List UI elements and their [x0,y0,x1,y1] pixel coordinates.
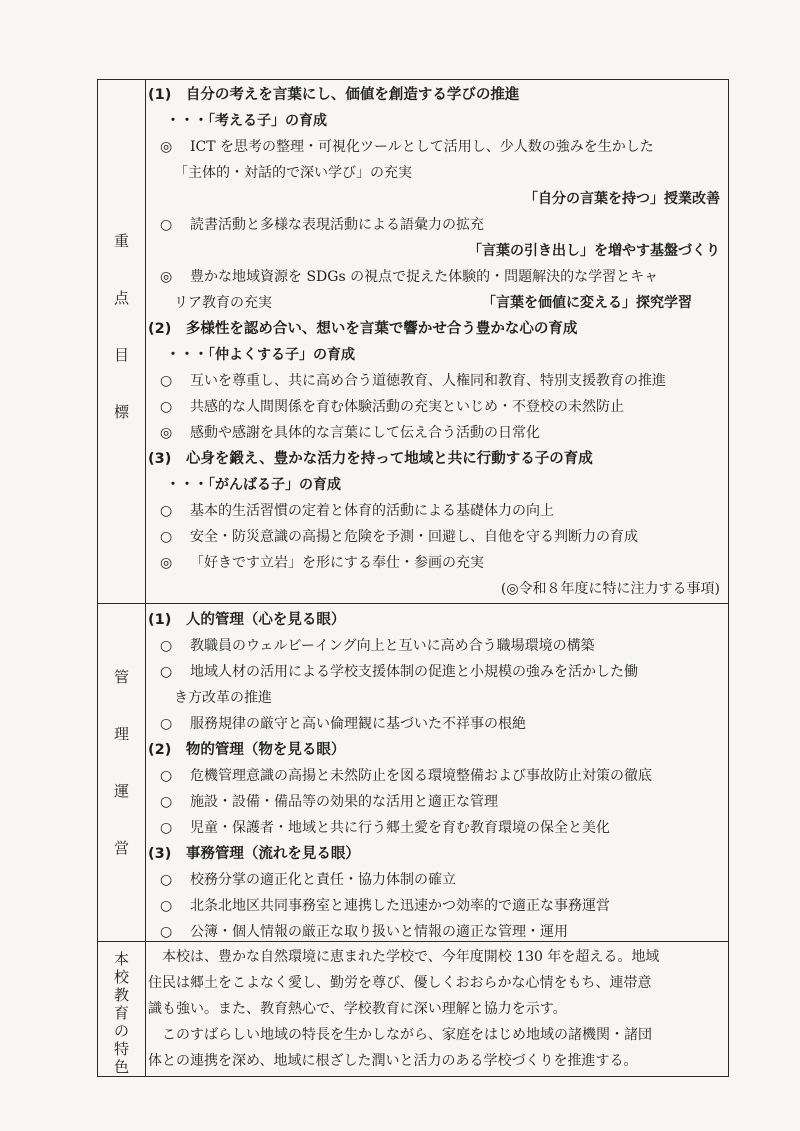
item-text: 校務分掌の適正化と責任・協力体制の確立 [190,872,456,888]
mgmt-item [148,659,722,685]
mgmt-item [148,633,722,659]
circle-icon: ○ [160,872,173,888]
label-char: 本 [113,950,129,968]
item-text: 感動や感謝を具体的な言葉にして伝え合う活動の日常化 [190,425,540,441]
mgmt-heading-2: (2) 物的管理（物を見る眼） [148,742,346,758]
item-text: 教職員のウェルビーイング向上と互いに高め合う職場環境の構築 [190,638,595,654]
item-tag: 「言葉を価値に変える」探究学習 [482,295,692,311]
label-char: 教 [113,986,129,1004]
goal-item [148,264,722,290]
item-text: 共感的な人間関係を育む体験活動の充実といじめ・不登校の未然防止 [190,399,624,415]
goal-sub-1: ・・・「考える子」の育成 [166,113,327,129]
label-char: 営 [113,839,129,857]
row-label-management [98,666,145,858]
label-char: 色 [113,1058,129,1076]
goal-item [148,368,722,394]
item-text: 公簿・個人情報の厳正な取り扱いと情報の適正な管理・運用 [190,924,568,940]
label-char: 重 [113,232,129,250]
item-tag: 「自分の言葉を持つ」授業改善 [524,191,720,207]
row-label-features [98,950,145,1076]
goal-item [148,550,722,576]
mgmt-item [148,919,722,945]
double-circle-icon: ◎ [160,139,173,155]
circle-icon: ○ [160,768,173,784]
management-content [148,607,722,945]
mgmt-heading-3: (3) 事務管理（流れを見る眼） [148,846,360,862]
circle-icon: ○ [160,794,173,810]
circle-icon: ○ [160,820,173,836]
item-text: 基本的生活習慣の定着と体育的活動による基礎体力の向上 [190,503,554,519]
mgmt-item [148,763,722,789]
label-char: 運 [113,782,129,800]
row-divider [98,603,728,604]
paragraph-line: 識も強い。また、教育熱心で、学校教育に深い理解と協力を示す。 [148,1001,567,1017]
paragraph-line: このすばらしい地域の特長を生かしながら、家庭をはじめ地域の諸機関・諸団 [162,1027,652,1043]
mgmt-item [148,711,722,737]
goal-item [148,212,722,238]
item-continuation: 「主体的・対話的で深い学び」の充実 [174,165,412,181]
label-char: 点 [113,289,129,307]
circle-icon: ○ [160,399,173,415]
policy-table [97,79,729,1077]
goal-item [148,498,722,524]
circle-icon: ○ [160,898,173,914]
label-char: 校 [113,968,129,986]
label-char: 特 [113,1040,129,1058]
circle-icon: ○ [160,716,173,732]
mgmt-heading-1: (1) 人的管理（心を見る眼） [148,612,346,628]
goals-content [148,82,722,602]
column-divider [145,80,146,1076]
paragraph-line: 住民は郷土をこよなく愛し、勤労を尊び、優しくおおらかな心情をもち、連帯意 [148,975,652,991]
item-text: ICT を思考の整理・可視化ツールとして活用し、少人数の強みを生かした [190,139,654,155]
circle-icon: ○ [160,664,173,680]
circle-icon: ○ [160,503,173,519]
item-text: 服務規律の厳守と高い倫理観に基づいた不祥事の根絶 [190,716,526,732]
double-circle-icon: ◎ [160,555,173,571]
goal-heading-3: (3) 心身を鍛え、豊かな活力を持って地域と共に行動する子の育成 [148,451,593,467]
item-text: 危機管理意識の高揚と未然防止を図る環境整備および事故防止対策の徹底 [190,768,652,784]
item-text: 児童・保護者・地域と共に行う郷土愛を育む教育環境の保全と美化 [190,820,610,836]
item-continuation: き方改革の推進 [174,690,272,706]
mgmt-item [148,867,722,893]
item-continuation: リア教育の充実 [174,295,272,311]
goal-sub-2: ・・・「仲よくする子」の育成 [166,347,355,363]
circle-icon: ○ [160,638,173,654]
item-text: 読書活動と多様な表現活動による語彙力の拡充 [190,217,484,233]
goals-footnote: (◎令和８年度に特に注力する事項) [500,581,720,597]
double-circle-icon: ◎ [160,425,173,441]
row-label-goals [98,230,145,422]
item-text: 「好きです立岩」を形にする奉仕・参画の充実 [190,555,484,571]
item-text: 地域人材の活用による学校支援体制の促進と小規模の強みを活かした働 [190,664,638,680]
item-continuation-row [148,290,722,316]
mgmt-item [148,815,722,841]
mgmt-item [148,893,722,919]
item-text: 北条北地区共同事務室と連携した迅速かつ効率的で適正な事務運営 [190,898,610,914]
paragraph-line: 本校は、豊かな自然環境に恵まれた学校で、今年度開校 130 年を超える。地域 [162,949,660,965]
item-text: 互いを尊重し、共に高め合う道徳教育、人権同和教育、特別支援教育の推進 [190,373,666,389]
circle-icon: ○ [160,217,173,233]
item-tag: 「言葉の引き出し」を増やす基盤づくり [468,243,720,259]
circle-icon: ○ [160,924,173,940]
label-char: 理 [113,725,129,743]
goal-heading-2: (2) 多様性を認め合い、想いを言葉で響かせ合う豊かな心の育成 [148,321,578,337]
label-char: 育 [113,1004,129,1022]
item-text: 豊かな地域資源を SDGs の視点で捉えた体験的・問題解決的な学習とキャ [190,269,659,285]
label-char: 目 [113,346,129,364]
paragraph-line: 体との連携を深め、地域に根ざした潤いと活力のある学校づくりを推進する。 [148,1053,638,1069]
goal-item [148,420,722,446]
item-text: 安全・防災意識の高揚と危険を予測・回避し、自他を守る判断力の育成 [190,529,638,545]
circle-icon: ○ [160,373,173,389]
goal-sub-3: ・・・「がんばる子」の育成 [166,477,341,493]
features-content [148,944,722,1074]
item-text: 施設・設備・備品等の効果的な活用と適正な管理 [190,794,498,810]
label-char: 標 [113,403,129,421]
label-char: の [113,1022,129,1040]
circle-icon: ○ [160,529,173,545]
goal-item [148,134,722,160]
goal-heading-1: (1) 自分の考えを言葉にし、価値を創造する学びの推進 [148,87,520,103]
double-circle-icon: ◎ [160,269,173,285]
goal-item [148,394,722,420]
goal-item [148,524,722,550]
mgmt-item [148,789,722,815]
label-char: 管 [113,668,129,686]
